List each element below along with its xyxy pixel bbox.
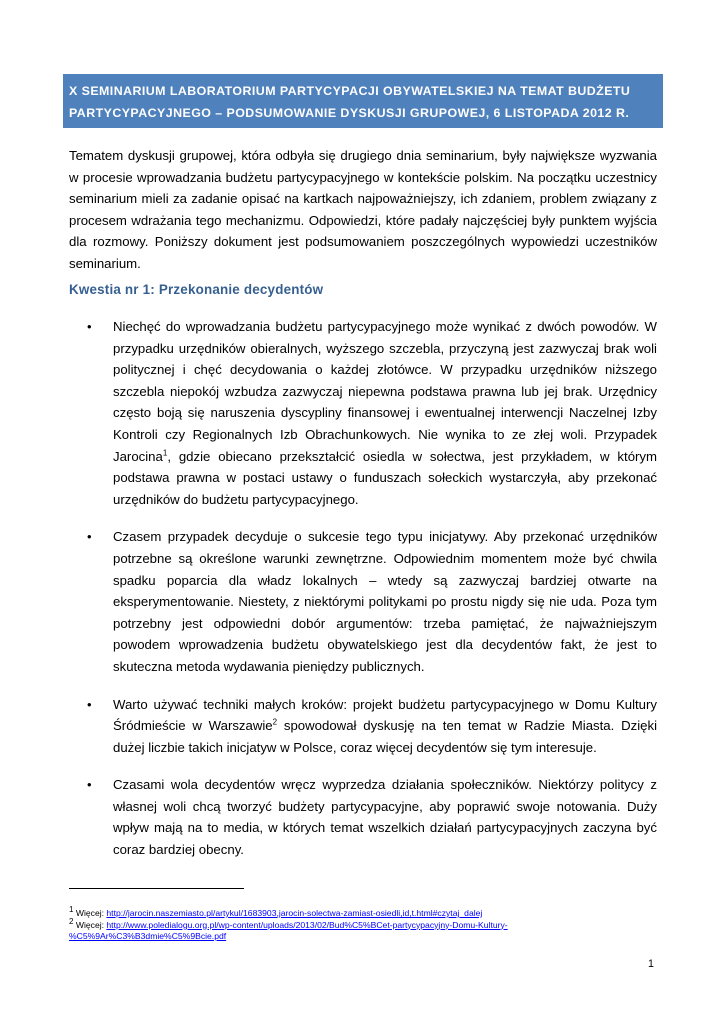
title-line-2: PARTYCYPACYJNEGO – PODSUMOWANIE DYSKUSJI GRUPOWEJ, 6 LISTOPADA 2012 R.	[69, 106, 630, 120]
bullet-text: Warto używać techniki małych kroków: projekt budżetu partycypacyjnego w Domu Kultury Śródmieście w Warszawie	[113, 696, 657, 734]
page-number: 1	[648, 958, 654, 970]
footnote-ref: 1	[162, 448, 168, 458]
footnote-number: 2	[69, 916, 74, 926]
bullet-text: Niechęć do wprowadzania budżetu partycypacyjnego może wynikać z dwóch powodów. W przypadku urzędników obieralnych, wyższego szczebla, przyczyną jest zazwyczaj brak woli politycznej i chęć decydowania o każdej złotówce. W przypadku urzędników niższego szczebla niepokój wzbudza zazwyczaj niepewna podstawa prawna lub jej brak. Urzędnicy często boją się naruszenia dyscypliny finansowej i ewentualnej interwencji Naczelnej Izby Kontroli czy Regionalnych Izb Obrachunkowych. Nie wynika to ze złej woli. Przypadek Jarocina	[113, 319, 657, 464]
bullet-icon: •	[87, 777, 92, 793]
bullet-text: Czasem przypadek decyduje o sukcesie tego typu inicjatywy. Aby przekonać urzędników potrzebne są określone warunki zewnętrzne. Odpowiednim momentem może być chwila spadku poparcia dla władz lokalnych – wtedy są zazwyczaj bardziej otwarte na eksperymentowanie. Niestety, z niektórymi politykami po prostu nigdy się nie uda. Poza tym potrzebny jest odpowiedni dobór argumentów: trzeba pamiętać, że najważniejszym powodem wprowadzenia budżetu obywatelskiego jest dla decydentów fakt, że jest to skuteczna metoda wydawania pieniędzy publicznych.	[113, 529, 657, 674]
footnote-number: 1	[69, 905, 74, 915]
document-title-banner	[63, 74, 663, 128]
bullet-text: Czasami wola decydentów wręcz wyprzedza działania społeczników. Niektórzy politycy z własnej woli chcą tworzyć budżety partycypacyjne, aby poprawić swoje notowania. Duży wpływ mają na to media, w których temat wszelkich działań partycypacyjnych zaczyna być coraz bardziej obecny.	[113, 777, 657, 858]
list-item	[69, 694, 657, 759]
footnote-1	[69, 905, 659, 920]
bullet-text-cont: , gdzie obiecano przekształcić osiedla w sołectwa, jest przykładem, w którym podstawa prawna w postaci ustawy o funduszach sołeckich wystarczyła, aby przekonać urzędników do budżetu partycypacyjnego.	[113, 448, 657, 507]
footnote-2	[69, 916, 659, 943]
footnote-link-2[interactable]: http://www.poledialogu.org.pl/wp-content/uploads/2013/02/Bud%C5%BCet-partycypacyjny-Domu-Kultury-%C5%9Ar%C3%B3dmie%C5%9Bcie.pdf	[69, 919, 508, 942]
footnotes	[69, 905, 659, 943]
section-heading: Kwestia nr 1: Przekonanie decydentów	[69, 282, 324, 297]
footnote-ref: 2	[272, 717, 278, 727]
list-item	[69, 774, 657, 860]
bullet-icon: •	[87, 319, 92, 334]
title-line-1: X SEMINARIUM LABORATORIUM PARTYCYPACJI OBYWATELSKIEJ NA TEMAT BUDŻETU	[69, 84, 631, 98]
list-item	[69, 316, 657, 510]
bullet-list	[69, 316, 657, 877]
bullet-text-cont: spowodował dyskusję na ten temat w Radzie Miasta. Dzięki dużej liczbie takich inicjatyw w Polsce, coraz więcej decydentów się tym interesuje.	[113, 718, 657, 755]
intro-paragraph: Tematem dyskusji grupowej, która odbyła się drugiego dnia seminarium, były największe wyzwania w procesie wprowadzania budżetu partycypacyjnego w kontekście polskim. Na początku uczestnicy seminarium mieli za zadanie opisać na kartkach najpoważniejszy, ich zdaniem, problem związany z procesem wdrażania tego mechanizmu. Odpowiedzi, które padały najczęściej były punktem wyjścia dla rozmowy. Poniższy dokument jest podsumowaniem poszczególnych wypowiedzi uczestników seminarium.	[69, 148, 657, 271]
footnote-label: Więcej:	[73, 908, 107, 918]
list-item	[69, 526, 657, 677]
bullet-icon: •	[87, 529, 92, 545]
footnote-link-1[interactable]: http://jarocin.naszemiasto.pl/artykul/1683903,jarocin-solectwa-zamiast-osiedli,id,t.html#czytaj_dalej	[106, 908, 483, 918]
footnote-label: Więcej:	[73, 919, 107, 930]
bullet-icon: •	[87, 696, 92, 712]
footnote-separator	[69, 888, 244, 889]
